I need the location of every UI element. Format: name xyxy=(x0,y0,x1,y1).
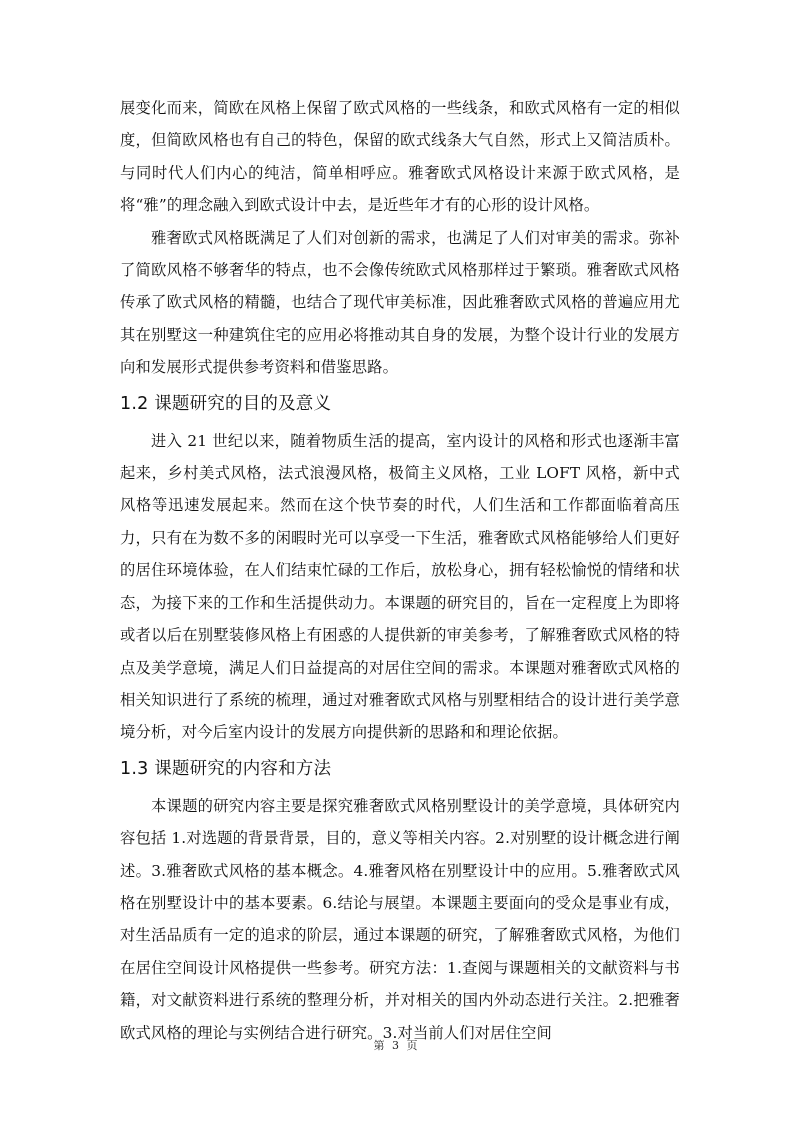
section-heading-1-2: 1.2 课题研究的目的及意义 xyxy=(120,393,332,414)
paragraph-research-content: 本课题的研究内容主要是探究雅奢欧式风格别墅设计的美学意境，具体研究内容包括 1.对选题的背景背景，目的，意义等相关内容。2.对别墅的设计概念进行阐述。3.雅奢欧式风格的基本概念。4.雅奢风格在别墅设计中的应用。5.雅奢欧式风格在别墅设计中的基本要素。6.结论与展望。本课题主要面向的受众是事业有成，对生活品质有一定的追求的阶层，通过本课题的研究，了解雅奢欧式风格，为他们在居住空间设计风格提供一些参考。研究方法：1.查阅与课题相关的文献资料与书籍，对文献资料进行系统的整理分析，并对相关的国内外动态进行关注。2.把雅奢欧式风格的理论与实例结合进行研究。3.对当前人们对居住空间 xyxy=(120,796,680,1042)
page-number: 第 3 页 xyxy=(373,1039,420,1052)
section-heading-1-3: 1.3 课题研究的内容和方法 xyxy=(120,758,332,779)
document-body xyxy=(120,92,680,1049)
paragraph-style-summary: 雅奢欧式风格既满足了人们对创新的需求，也满足了人们对审美的需求。弥补了简欧风格不够奢华的特点，也不会像传统欧式风格那样过于繁琐。雅奢欧式风格传承了欧式风格的精髓，也结合了现代审美标准，因此雅奢欧式风格的普遍应用尤其在别墅这一种建筑住宅的应用必将推动其自身的发展，为整个设计行业的发展方向和发展形式提供参考资料和借鉴思路。 xyxy=(120,228,680,377)
paragraph-research-purpose: 进入 21 世纪以来，随着物质生活的提高，室内设计的风格和形式也逐渐丰富起来，乡村美式风格，法式浪漫风格，极简主义风格，工业 LOFT 风格，新中式风格等迅速发展起来。然而在这个快节奏的时代，人们生活和工作都面临着高压力，只有在为数不多的闲暇时光可以享受一下生活，雅奢欧式风格能够给人们更好的居住环境体验，在人们结束忙碌的工作后，放松身心，拥有轻松愉悦的情绪和状态，为接下来的工作和生活提供动力。本课题的研究目的，旨在一定程度上为即将或者以后在别墅装修风格上有困惑的人提供新的审美参考，了解雅奢欧式风格的特点及美学意境，满足人们日益提高的对居住空间的需求。本课题对雅奢欧式风格的相关知识进行了系统的梳理，通过对雅奢欧式风格与别墅相结合的设计进行美学意境分析，对今后室内设计的发展方向提供新的思路和和理论依据。 xyxy=(120,431,680,742)
paragraph-continued: 展变化而来，简欧在风格上保留了欧式风格的一些线条，和欧式风格有一定的相似度，但简欧风格也有自己的特色，保留的欧式线条大气自然，形式上又简洁质朴。与同时代人们内心的纯洁，简单相呼应。雅奢欧式风格设计来源于欧式风格，是将“雅”的理念融入到欧式设计中去，是近些年才有的心形的设计风格。 xyxy=(120,99,680,215)
